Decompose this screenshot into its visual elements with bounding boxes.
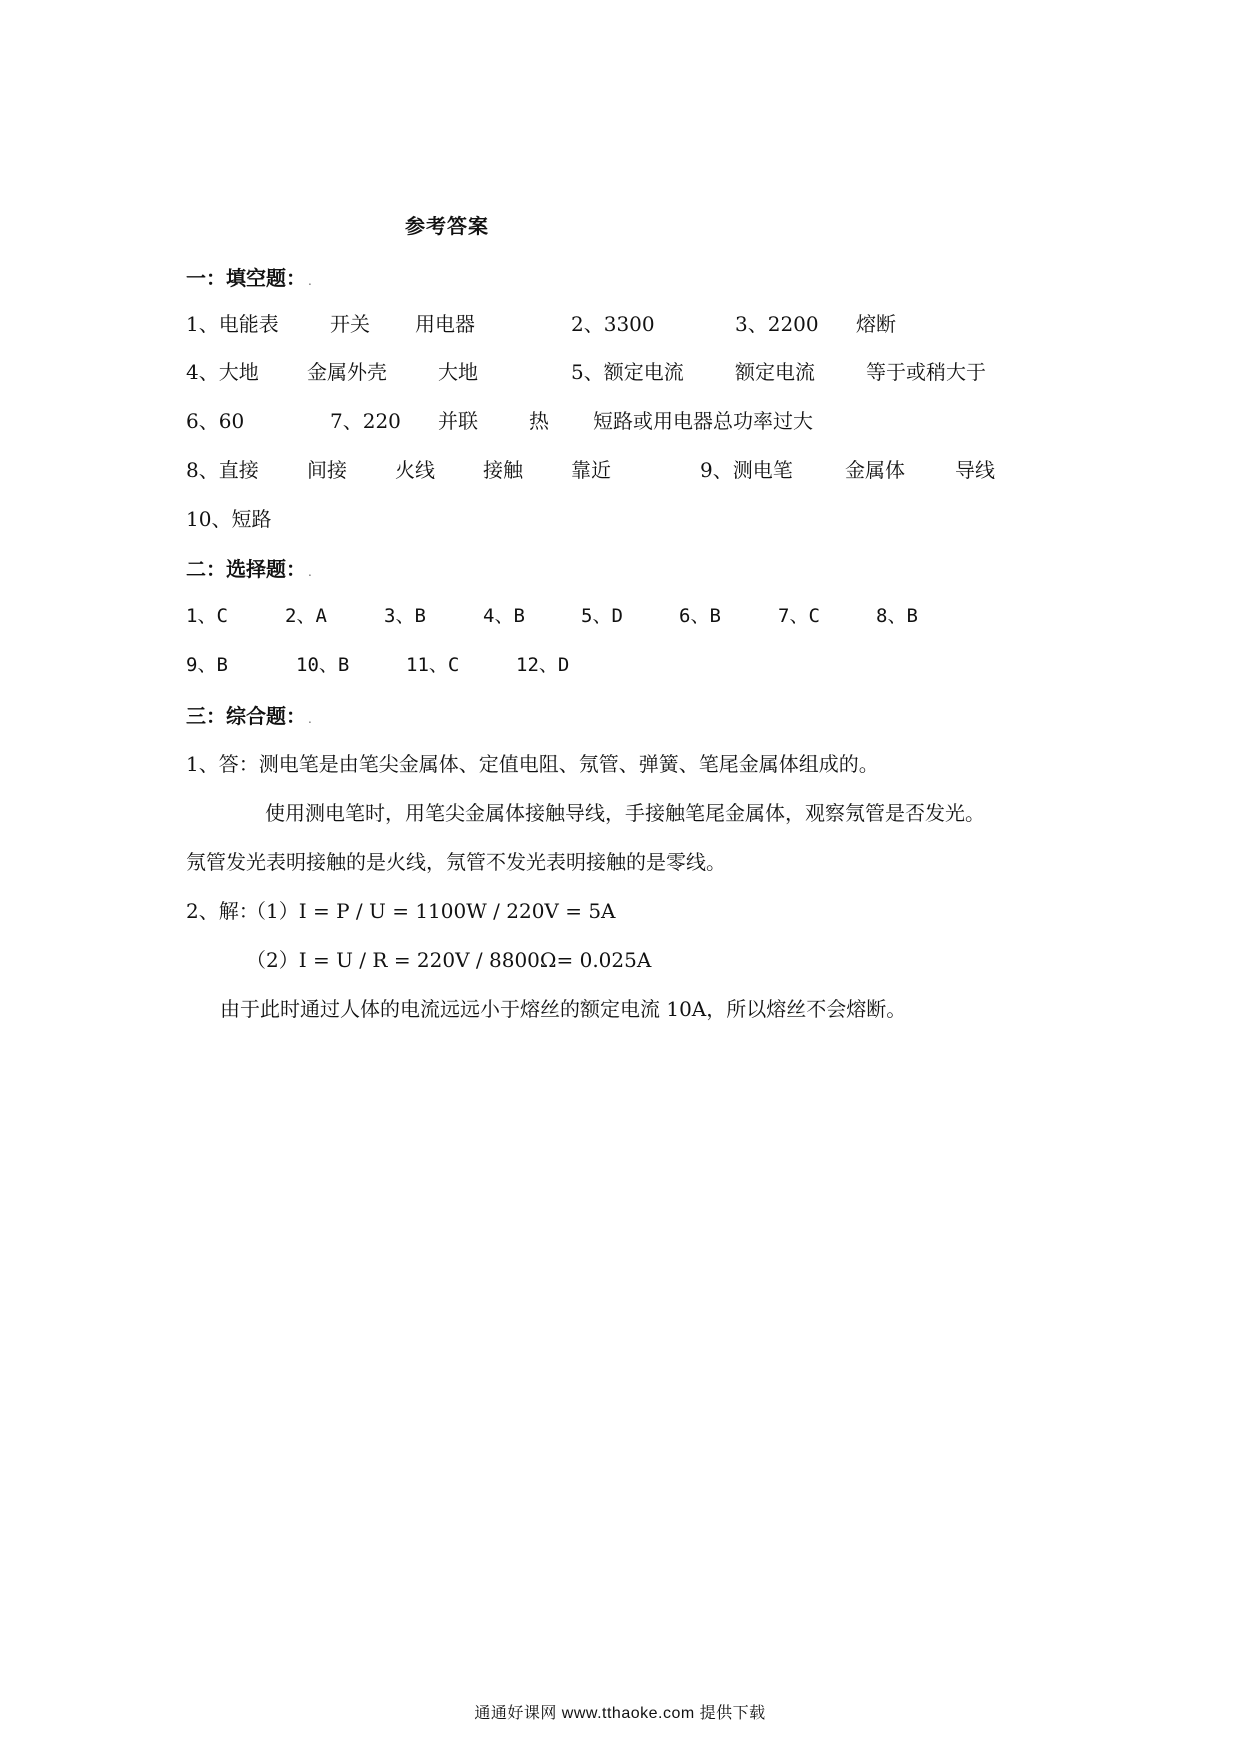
section-choice-marker: . (308, 565, 312, 579)
fill-answer: 间接 (307, 458, 347, 482)
choice-answer: 9、B (186, 654, 228, 676)
section-comprehensive-marker: . (308, 712, 312, 726)
choice-answer: 8、B (876, 605, 918, 627)
choice-answer: 5、D (581, 605, 623, 627)
choice-row-2 (0, 650, 1240, 680)
choice-answer: 1、C (186, 605, 228, 627)
fill-answer: 用电器 (415, 312, 475, 336)
q1-answer-line-2: 使用测电笔时，用笔尖金属体接触导线，手接触笔尾金属体，观察氖管是否发光。 (265, 801, 985, 825)
fill-answer: 开关 (330, 312, 370, 336)
choice-row-1 (0, 601, 1240, 631)
section-choice-heading (186, 553, 312, 582)
fill-row-1 (0, 308, 1240, 338)
choice-answer: 3、B (384, 605, 426, 627)
fill-answer: 10、短路 (186, 507, 272, 531)
page-footer: 通通好课网 www.tthaoke.com 提供下载 (474, 1705, 766, 1722)
choice-answer: 2、A (285, 605, 327, 627)
choice-answer: 6、B (679, 605, 721, 627)
page-title: 参考答案 (405, 214, 489, 238)
fill-answer: 热 (529, 409, 549, 433)
section-fill-heading-text: 一：填空题： (186, 266, 306, 290)
fill-answer: 3、2200 (735, 312, 819, 336)
section-fill-heading (186, 262, 312, 291)
fill-answer: 金属外壳 (307, 360, 387, 384)
choice-answer: 7、C (778, 605, 820, 627)
fill-answer: 火线 (395, 458, 435, 482)
fill-answer: 1、电能表 (186, 312, 279, 336)
section-fill-marker: . (308, 274, 312, 288)
q2-conclusion: 由于此时通过人体的电流远远小于熔丝的额定电流 10A，所以熔丝不会熔断。 (220, 997, 907, 1021)
fill-answer: 熔断 (856, 312, 896, 336)
choice-answer: 12、D (516, 654, 570, 676)
fill-answer: 6、60 (186, 409, 245, 433)
fill-answer: 靠近 (571, 458, 611, 482)
fill-answer: 2、3300 (571, 312, 655, 336)
fill-answer: 接触 (483, 458, 523, 482)
choice-answer: 4、B (483, 605, 525, 627)
fill-answer: 9、测电笔 (700, 458, 793, 482)
q2-solution-step-1: （1）I = P / U = 1100W / 220V = 5A (246, 899, 616, 923)
q2-label: 2、解： (186, 899, 259, 923)
fill-answer: 导线 (955, 458, 995, 482)
fill-answer: 大地 (438, 360, 478, 384)
fill-row-5 (0, 503, 1240, 533)
fill-answer: 并联 (438, 409, 478, 433)
q1-answer-line-3: 氖管发光表明接触的是火线，氖管不发光表明接触的是零线。 (186, 850, 726, 874)
fill-row-4 (0, 454, 1240, 484)
q1-answer-line-1: 1、答：测电笔是由笔尖金属体、定值电阻、氖管、弹簧、笔尾金属体组成的。 (186, 752, 879, 776)
section-comprehensive-heading (186, 700, 312, 729)
fill-answer: 金属体 (845, 458, 905, 482)
fill-answer: 短路或用电器总功率过大 (593, 409, 813, 433)
fill-answer: 4、大地 (186, 360, 259, 384)
section-comprehensive-heading-text: 三：综合题： (186, 704, 306, 728)
fill-row-3 (0, 405, 1240, 435)
fill-answer: 5、额定电流 (571, 360, 684, 384)
q2-solution-step-2: （2）I = U / R = 220V / 8800Ω= 0.025A (246, 948, 652, 972)
fill-answer: 7、220 (330, 409, 401, 433)
choice-answer: 11、C (406, 654, 460, 676)
fill-answer: 8、直接 (186, 458, 259, 482)
section-choice-heading-text: 二：选择题： (186, 557, 306, 581)
fill-row-2 (0, 356, 1240, 386)
fill-answer: 额定电流 (735, 360, 815, 384)
choice-answer: 10、B (296, 654, 350, 676)
fill-answer: 等于或稍大于 (866, 360, 986, 384)
